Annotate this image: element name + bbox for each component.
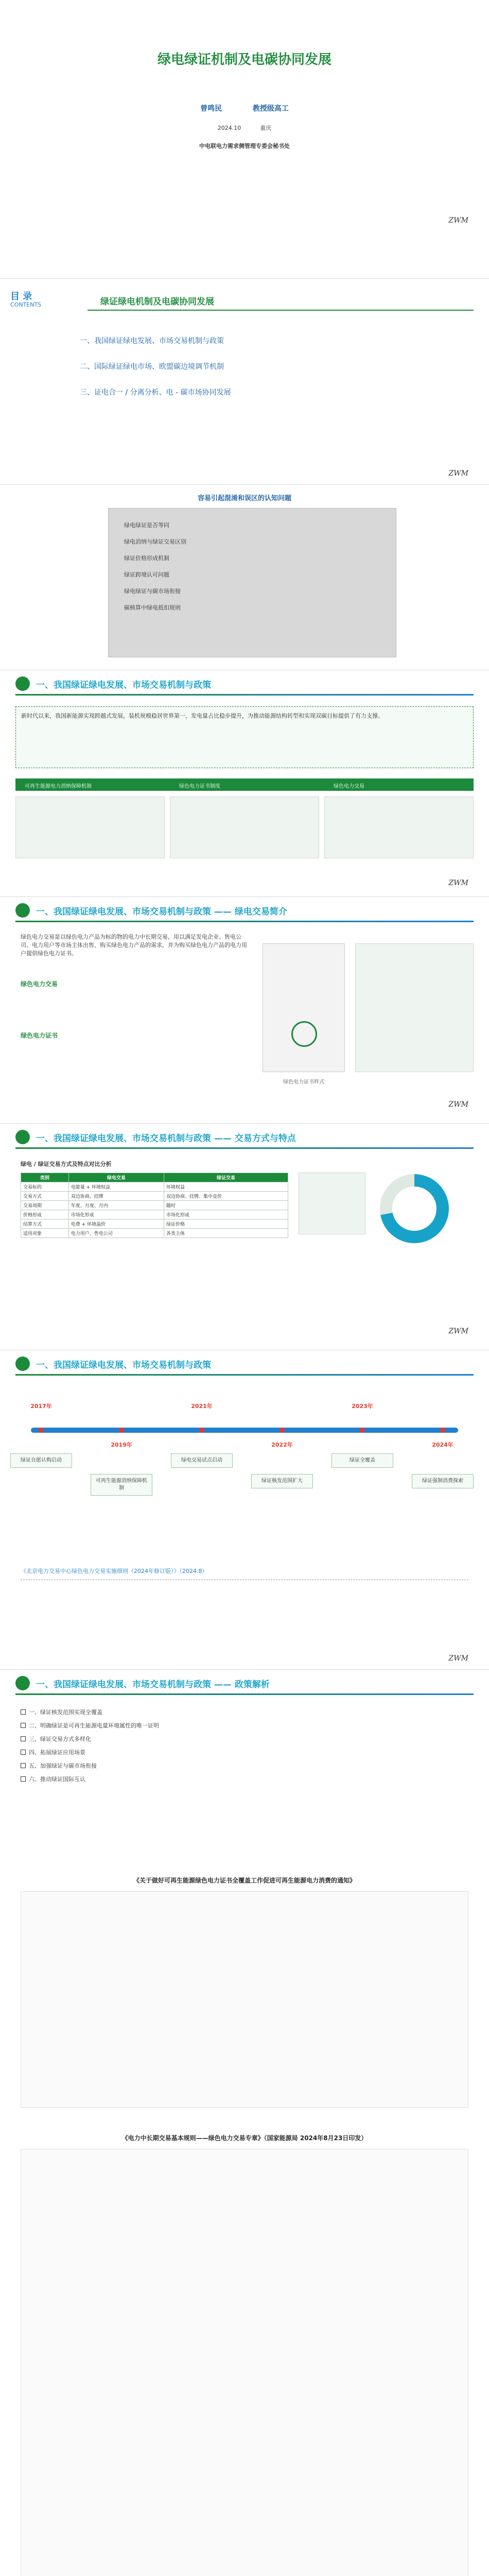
issues-slide — [0, 484, 489, 670]
cover-city: 重庆 — [260, 125, 272, 131]
policy-point: 五、加强绿证与碳市场衔接 — [21, 1762, 468, 1770]
zwm-mark: ZWM — [448, 1654, 468, 1663]
intro-text: 绿色电力交易是以绿色电力产品为标的物的电力中长期交易，用以满足发电企业、售电公司、电力用户等市场主体出售、购买绿色电力产品的需求，并为购买绿色电力产品的电力用户提供绿色电力证书。 — [21, 934, 247, 957]
slide-header — [0, 1670, 489, 1699]
doc-box-1 — [21, 1891, 468, 2108]
table-cell: 双边协商、挂牌 — [68, 1192, 164, 1201]
section-icon — [15, 676, 30, 691]
timeline-dot — [360, 1428, 365, 1433]
zwm-mark: ZWM — [448, 879, 468, 887]
toc-heading: 目 录 — [10, 291, 32, 302]
cover-org: 中电联电力需求侧管理专委会秘书处 — [199, 143, 290, 149]
issue-item: 绿电绿证是否等同 — [124, 522, 169, 529]
checkbox-icon — [21, 1736, 26, 1741]
slide-header — [0, 897, 489, 926]
timeline-dot — [119, 1428, 124, 1433]
table-header: 绿电交易 — [68, 1173, 164, 1182]
policy-point: 一、绿证核发范围实现全覆盖 — [21, 1708, 468, 1717]
section-icon — [15, 1130, 30, 1144]
toc-page-title: 绿证绿电机制及电碳协同发展 — [100, 297, 214, 307]
timeline-body — [21, 1580, 468, 1641]
slide-title: 一、我国绿证绿电发展、市场交易机制与政策 —— 绿电交易简介 — [36, 907, 287, 917]
issue-item: 碳核算中绿电抵扣规则 — [124, 604, 181, 611]
zwm-mark: ZWM — [448, 216, 468, 225]
checkbox-icon — [21, 1723, 26, 1728]
donut-chart — [376, 1170, 453, 1247]
timeline-year: 2019年 — [111, 1442, 132, 1448]
zwm-mark: ZWM — [448, 1327, 468, 1335]
toc-slide — [0, 278, 489, 484]
cover-author: 曾鸣民 — [200, 105, 222, 113]
section-icon — [15, 903, 30, 918]
timeline-slide — [0, 1350, 489, 1669]
cover-role: 教授级高工 — [252, 105, 289, 113]
mechanism-box-1: 可再生能源电力消纳保障机制 — [21, 781, 96, 790]
timeline-year: 2023年 — [352, 1403, 373, 1410]
issue-item: 绿证跨境认可问题 — [124, 571, 169, 578]
issues-title: 容易引起混淆和误区的认知问题 — [197, 495, 291, 502]
diagram-panel-2 — [170, 796, 319, 858]
diagram-panel-1 — [15, 796, 165, 858]
table-cell: 市场化形成 — [68, 1210, 164, 1219]
table-cell: 交易周期 — [21, 1201, 69, 1210]
timeline-event: 可再生能源消纳保障机制 — [91, 1474, 152, 1496]
green-power-intro-slide — [0, 896, 489, 1123]
compare-table — [21, 1173, 288, 1238]
timeline-track — [31, 1428, 458, 1433]
table-row — [21, 1201, 288, 1210]
cover-author-row — [0, 103, 489, 113]
timeline-event: 绿证核发范围扩大 — [251, 1474, 313, 1488]
diagram-panel-3 — [324, 796, 474, 858]
timeline-event: 绿证强制消费探索 — [412, 1474, 474, 1488]
policy-point: 三、绿证交易方式多样化 — [21, 1735, 468, 1743]
flow-diagram — [355, 943, 474, 1072]
toc-divider — [88, 310, 474, 311]
zwm-mark: ZWM — [448, 1100, 468, 1109]
timeline-year: 2017年 — [30, 1403, 52, 1410]
table-cell: 价格形成 — [21, 1210, 69, 1219]
header-bar — [15, 694, 474, 696]
checkbox-icon — [21, 1709, 26, 1715]
issues-panel — [108, 508, 396, 657]
header-bar — [15, 921, 474, 922]
table-cell: 随时 — [164, 1201, 288, 1210]
table-row — [21, 1182, 288, 1192]
issue-item: 绿证价格形成机制 — [124, 555, 169, 562]
table-cell: 市场化形成 — [164, 1210, 288, 1219]
timeline-year: 2024年 — [432, 1442, 453, 1448]
checkbox-icon — [21, 1750, 26, 1755]
timeline-year: 2021年 — [191, 1403, 213, 1410]
timeline-footnote: 《北京电力交易中心绿色电力交易实施细则（2024年修订版）》（2024.8） — [21, 1568, 208, 1574]
table-row — [21, 1210, 288, 1219]
toc-item-1[interactable]: 一、我国绿证绿电发展、市场交易机制与政策 — [80, 337, 224, 345]
table-row — [21, 1219, 288, 1229]
certificate-image — [263, 943, 345, 1072]
label-green-cert: 绿色电力证书 — [21, 1032, 58, 1039]
table-cell: 环境权益 — [164, 1182, 288, 1192]
trade-mode-slide — [0, 1123, 489, 1350]
policy-analysis-slide — [0, 1669, 489, 2576]
timeline-dot — [199, 1428, 204, 1433]
slide-title: 一、我国绿证绿电发展、市场交易机制与政策 —— 交易方式与特点 — [36, 1133, 296, 1144]
issue-item: 绿电消纳与绿证交易区别 — [124, 538, 186, 545]
zwm-mark: ZWM — [448, 469, 468, 478]
cover-title: 绿电绿证机制及电碳协同发展 — [157, 52, 331, 67]
table-row — [21, 1192, 288, 1201]
table-cell: 年度、月度、月内 — [68, 1201, 164, 1210]
policy-points — [21, 1708, 468, 1789]
policy-point: 四、拓展绿证应用场景 — [21, 1749, 468, 1757]
table-cell: 电能量 + 环境权益 — [68, 1182, 164, 1192]
cert-seal — [291, 1021, 317, 1047]
header-bar — [15, 1374, 474, 1376]
table-cell: 电费 + 环境溢价 — [68, 1219, 164, 1229]
header-bar — [15, 1147, 474, 1149]
timeline-dot — [39, 1428, 44, 1433]
timeline-dot — [280, 1428, 285, 1433]
policy-point: 六、推动绿证国际互认 — [21, 1775, 468, 1784]
timeline-year: 2022年 — [271, 1442, 293, 1448]
mechanism-box-3: 绿色电力交易 — [329, 781, 369, 790]
table-cell: 双边协商、挂牌、集中竞价 — [164, 1192, 288, 1201]
table-header: 绿证交易 — [164, 1173, 288, 1182]
table-cell: 适用对象 — [21, 1229, 69, 1238]
doc-title-1: 《关于做好可再生能源绿色电力证书全覆盖工作促进可再生能源电力消费的通知》 — [133, 1877, 356, 1884]
cert-caption: 绿色电力证书样式 — [283, 1079, 324, 1085]
policy-overview-slide — [0, 670, 489, 896]
table-cell: 结算方式 — [21, 1219, 69, 1229]
label-green-trade: 绿色电力交易 — [21, 980, 58, 988]
header-bar — [15, 1693, 474, 1695]
intro-box — [15, 706, 474, 768]
slide-title: 一、我国绿证绿电发展、市场交易机制与政策 — [36, 1360, 211, 1370]
slide-header — [0, 1124, 489, 1153]
section-icon — [15, 1676, 30, 1690]
policy-point: 二、明确绿证是可再生能源电量环境属性的唯一证明 — [21, 1722, 468, 1730]
timeline-event: 绿证自愿认购启动 — [10, 1453, 72, 1468]
side-graphic — [299, 1173, 365, 1234]
issues-list — [124, 521, 381, 620]
slide-title: 一、我国绿证绿电发展、市场交易机制与政策 — [36, 680, 211, 690]
table-cell: 交易标的 — [21, 1182, 69, 1192]
checkbox-icon — [21, 1763, 26, 1768]
intro-paragraph: 新时代以来，我国新能源实现跨越式发展，装机规模稳居世界第一，发电量占比稳步提升，为推动能源结构转型和实现双碳目标提供了有力支撑。 — [21, 713, 383, 719]
checkbox-icon — [21, 1776, 26, 1782]
cover-slide — [0, 0, 489, 278]
table-header: 类别 — [21, 1173, 69, 1182]
timeline-event: 绿证全覆盖 — [331, 1453, 393, 1468]
section-icon — [15, 1357, 30, 1371]
slide-title: 一、我国绿证绿电发展、市场交易机制与政策 —— 政策解析 — [36, 1680, 270, 1690]
table-row — [21, 1229, 288, 1238]
cover-date: 2024.10 — [217, 125, 241, 131]
table-cell: 绿证价格 — [164, 1219, 288, 1229]
cover-date-row — [0, 124, 489, 132]
table-cell: 交易方式 — [21, 1192, 69, 1201]
table-cell: 各类主体 — [164, 1229, 288, 1238]
doc-box-2 — [21, 2149, 468, 2576]
slide-header — [0, 670, 489, 699]
toc-heading-en: CONTENTS — [10, 301, 42, 308]
table-subtitle: 绿电 / 绿证交易方式及特点对比分析 — [21, 1161, 112, 1167]
table-cell: 电力用户、售电公司 — [68, 1229, 164, 1238]
toc-item-2[interactable]: 二、国际绿证绿电市场、欧盟碳边境调节机制 — [80, 363, 224, 371]
issue-item: 绿电绿证与碳市场衔接 — [124, 588, 181, 595]
timeline-event: 绿电交易试点启动 — [171, 1453, 233, 1468]
slide-header — [0, 1350, 489, 1379]
doc-title-2: 《电力中长期交易基本规则——绿色电力交易专章》（国家能源局 2024年8月23日印发） — [121, 2134, 368, 2142]
toc-item-3[interactable]: 三、证电合一 / 分离分析、电 - 碳市场协同发展 — [80, 388, 231, 397]
timeline-dot — [440, 1428, 445, 1433]
mechanism-box-2: 绿色电力证书制度 — [175, 781, 224, 790]
